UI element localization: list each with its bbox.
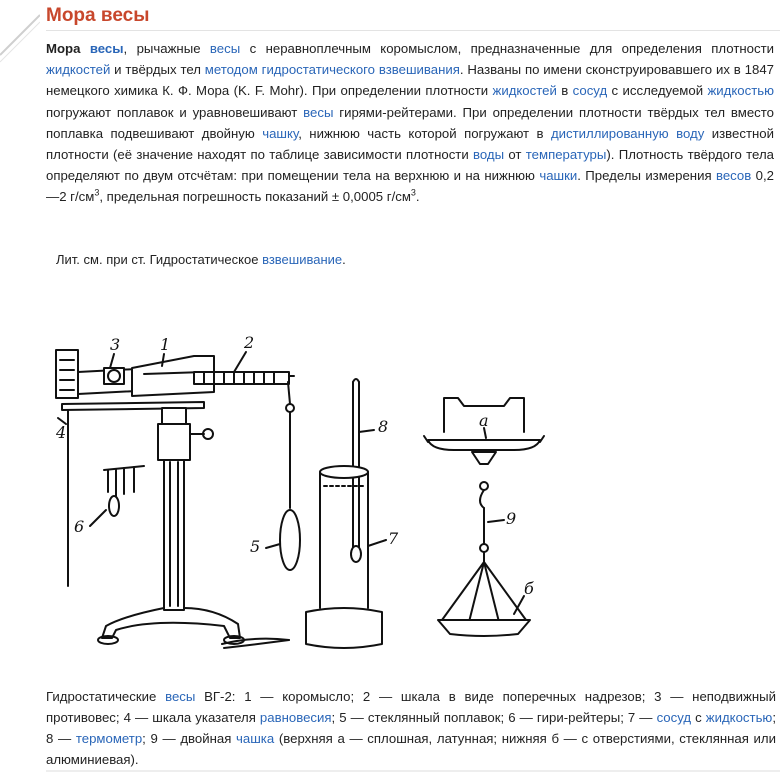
figure-label-3: 3 — [110, 335, 121, 354]
figure-caption: Гидростатические весы ВГ-2: 1 — коромысло; 2 — шкала в виде поперечных надрезов; 3 — неподвижный противовес; 4 — шкала указателя равновесия; 5 — стеклянный поплавок; 6 — гири-рейтеры; 7 — сосуд с жидкостью; 8 — термометр; 9 — двойная чашка (верхняя а — сплошная, латунная; нижняя б — с отверстиями, стеклянная или алюминиевая). — [46, 689, 776, 767]
link-zhidkostey[interactable]: жидкостей — [46, 62, 111, 78]
link-chashki[interactable]: чашки — [539, 168, 578, 184]
caption-link-vesy[interactable]: весы — [165, 689, 196, 704]
figure-label-6: 6 — [74, 517, 85, 536]
link-temperatury[interactable]: температуры — [525, 147, 607, 163]
link-zhidkostyu[interactable]: жидкостью — [707, 83, 774, 99]
figure-label-9: 9 — [506, 509, 517, 528]
link-vesy-2[interactable]: весы — [303, 104, 334, 120]
figure-label-b: б — [524, 579, 534, 598]
bottom-divider — [46, 770, 780, 772]
caption-link-sosud[interactable]: сосуд — [656, 710, 692, 725]
balance-drawing — [44, 326, 744, 656]
link-zhidkostey-2[interactable]: жидкостей — [492, 83, 557, 99]
link-vesy[interactable]: весы — [209, 41, 241, 56]
figure-label-1: 1 — [160, 335, 171, 354]
link-chashku[interactable]: чашку — [262, 125, 299, 141]
caption-link-zhidkostyu[interactable]: жидкостью — [705, 710, 773, 725]
article-title: Мора весы — [46, 5, 150, 26]
lead-term: Мора весы — [46, 41, 124, 56]
figure-label-2: 2 — [244, 333, 255, 352]
hydrostatic-scale-illustration — [44, 326, 744, 656]
link-vesov[interactable]: весов — [715, 168, 752, 184]
caption-link-chashka[interactable]: чашка — [236, 731, 275, 746]
article-body: Мора весы, рычажные весы с неравноплечным коромыслом, предназначенные для определения плотности жидкостей и твёрдых тел методом гидростатического взвешивания. Названы по имени сконструировавшего их в 1847 немецкого химика К. Ф. Мора (K. F. Mohr). При определении плотности жидкостей в сосуд с исследуемой жидкостью погружают поплавок и уравновешивают весы гирями-рейтерами. При определении плотности твёрдых тел вместо поплавка подвешивают двойную чашку, нижнюю часть которой погружают в дистиллированную воду известной плотности (её значение находят по таблице зависимости плотности воды от температуры). Плотность твёрдого тела определяют по двум отсчётам: при помещении тела на верхнюю и на нижнюю чашки. Пределы измерения весов 0,2—2 $г/см^3$, предельная погрешность показаний ± 0,0005 $г/см^3$. — [46, 41, 774, 205]
caption-link-ravnovesiya[interactable]: равновесия — [259, 710, 332, 725]
literature-note: Лит. см. при ст. Гидростатическое взвешивание. — [56, 252, 346, 267]
corner-decoration — [0, 0, 40, 70]
link-vzveshivanie[interactable]: взвешивание — [262, 252, 343, 267]
figure-label-4: 4 — [56, 423, 67, 442]
caption-link-termometr[interactable]: термометр — [75, 731, 143, 746]
figure-label-7: 7 — [388, 529, 399, 548]
link-vesy-lead[interactable]: весы — [89, 41, 124, 56]
title-divider — [46, 30, 780, 31]
link-sosud[interactable]: сосуд — [572, 83, 608, 99]
figure-label-a: а — [479, 411, 489, 430]
link-metod-gidrostaticheskogo-vzveshivaniya[interactable]: методом гидростатического взвешивания — [204, 62, 460, 78]
link-distillirovannaya-voda[interactable]: дистиллированную воду — [550, 125, 705, 141]
figure-label-5: 5 — [250, 537, 261, 556]
figure-label-8: 8 — [378, 417, 389, 436]
link-vody[interactable]: воды — [473, 147, 505, 163]
